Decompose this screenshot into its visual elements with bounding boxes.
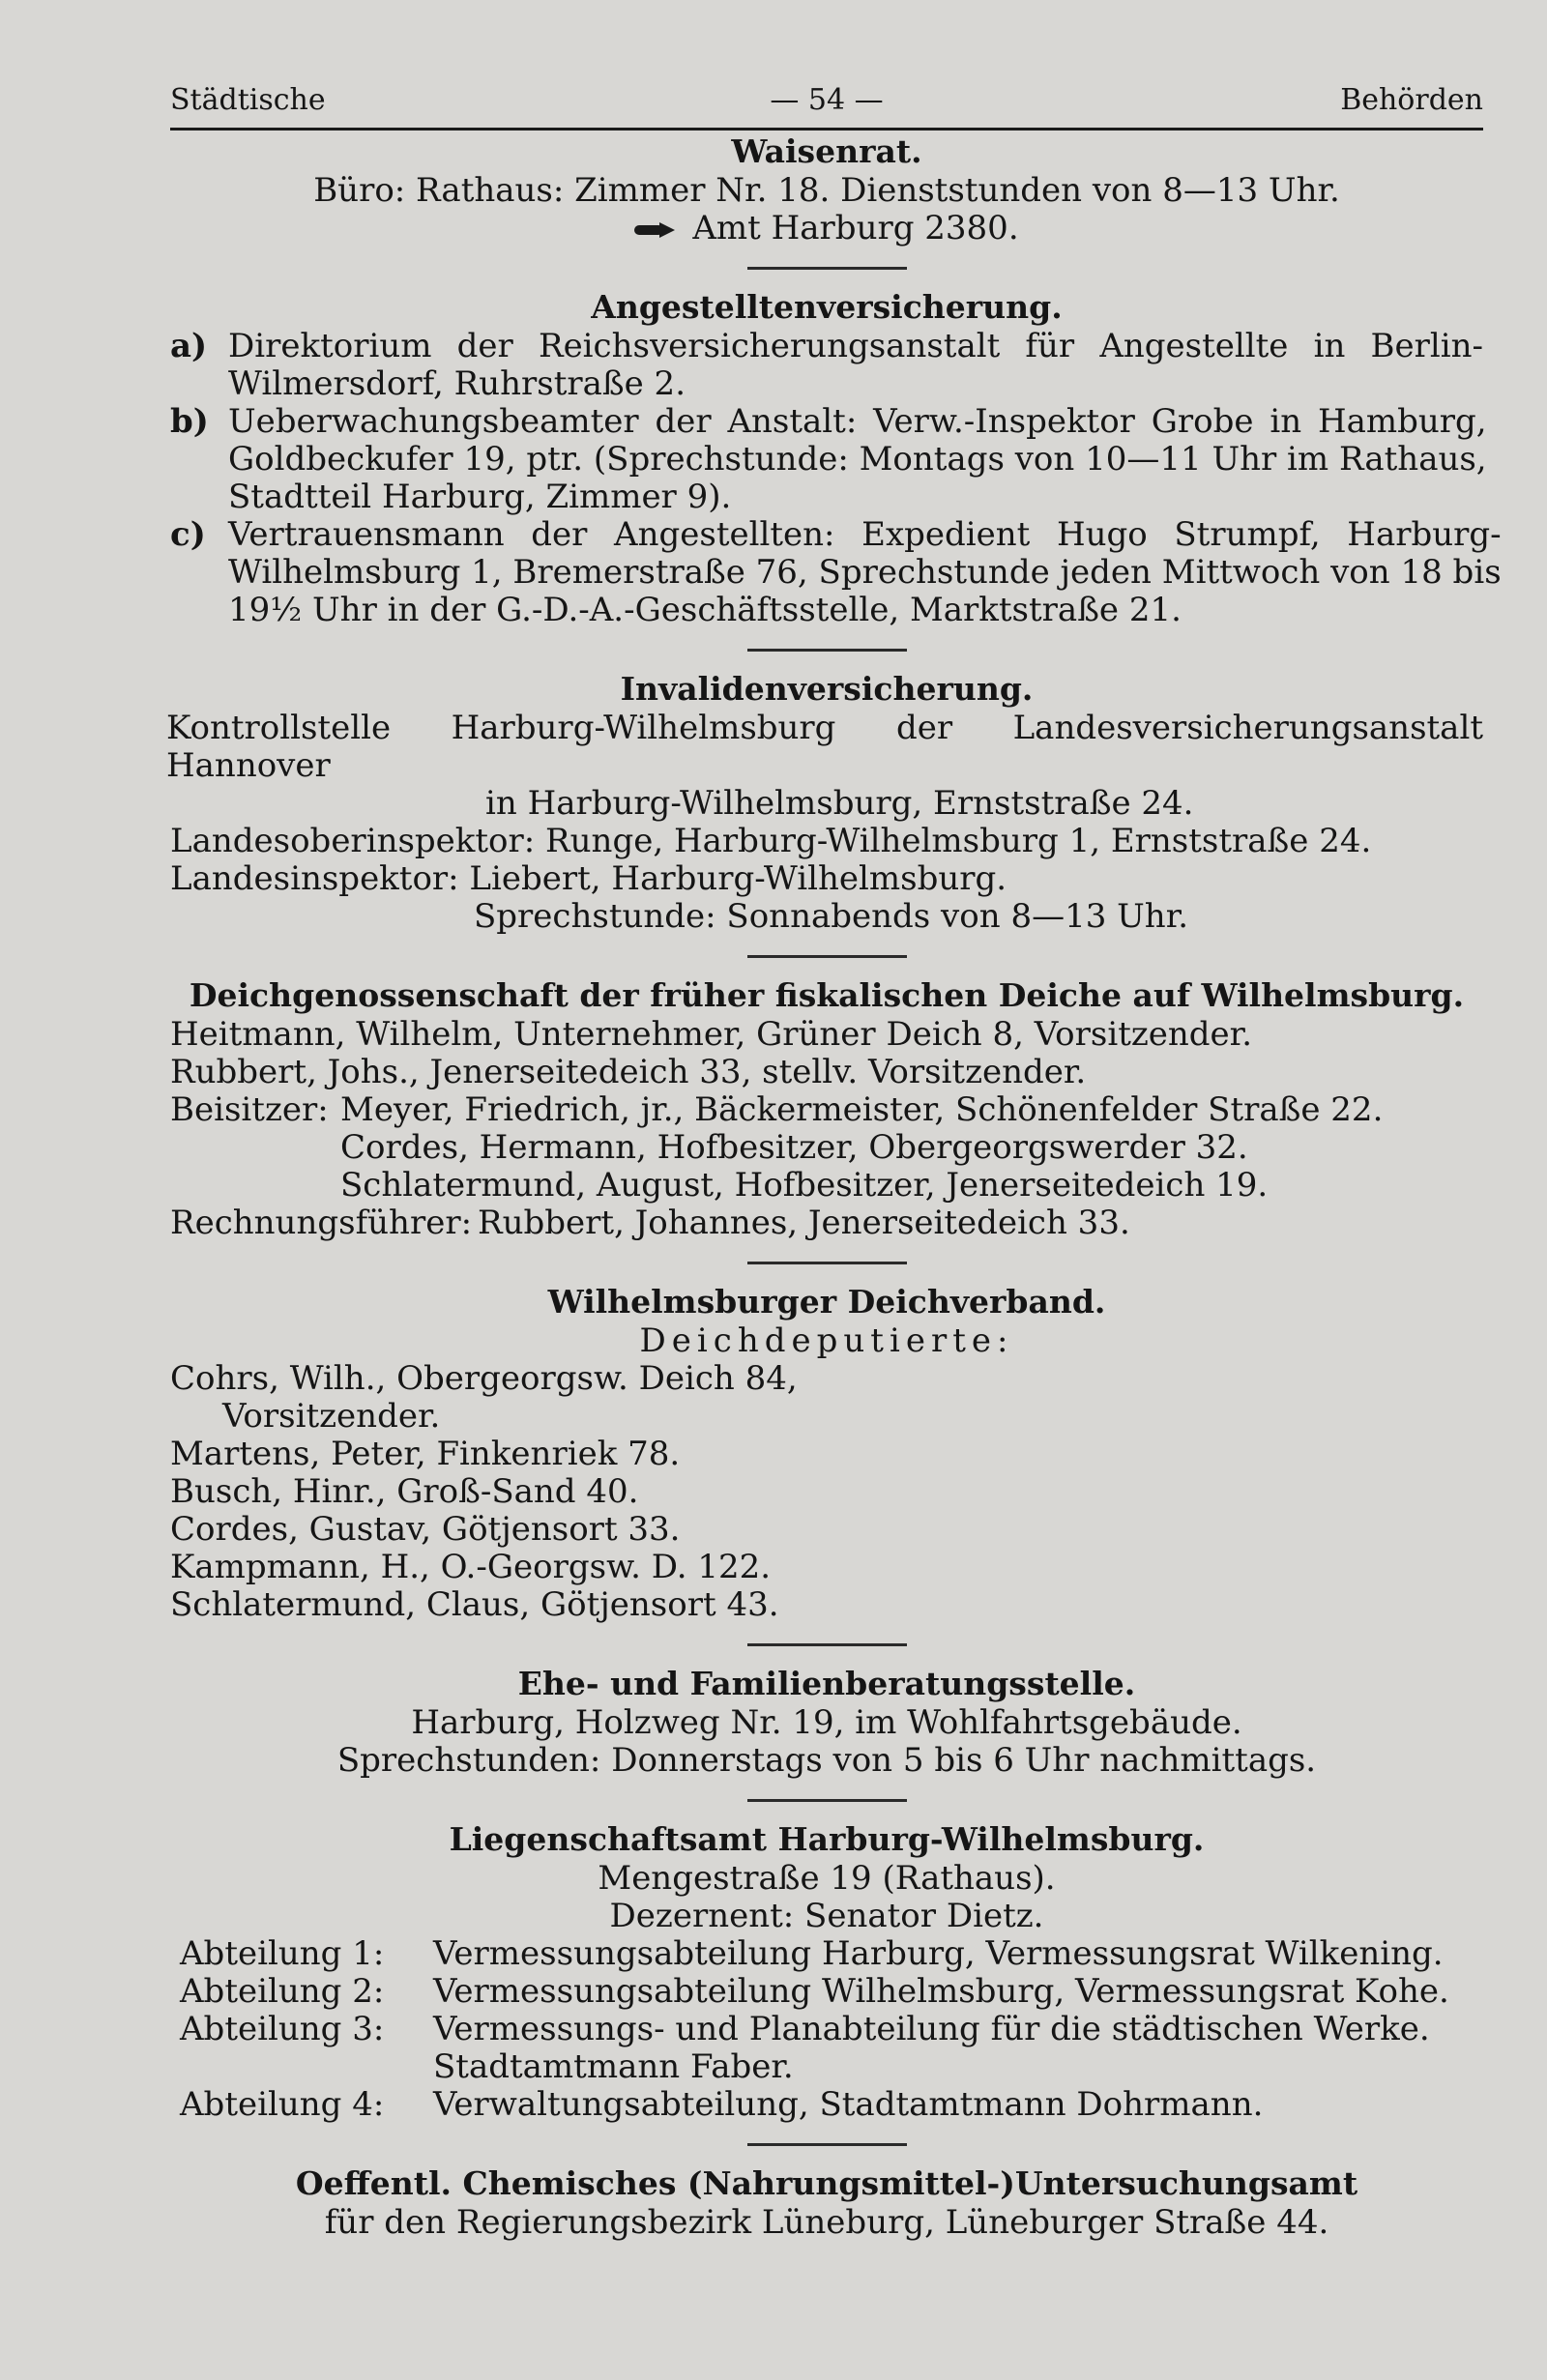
section-angestelltenversicherung <box>170 287 1502 629</box>
section-title: Deichgenossenschaft der früher fiskalischen Deiche auf Wilhelmsburg. <box>189 976 1465 1014</box>
section-deichgenossenschaft <box>170 975 1483 1242</box>
list-item <box>170 515 1502 629</box>
department-value: Stadtamtmann Faber. <box>433 2047 794 2086</box>
item-text: Vertrauensmann der Angestellten: Expedient Hugo Strumpf, Harburg- <box>228 515 1502 554</box>
text-line: Schlatermund, August, Hofbesitzer, Jenerseitedeich 19. <box>340 1166 1269 1205</box>
item-text: Wilhelmsburg 1, Bremerstraße 76, Sprechstunde jeden Mittwoch von 18 bis <box>228 553 1502 592</box>
subtitle: Deichdeputierte: <box>639 1321 1014 1360</box>
item-text: Stadtteil Harburg, Zimmer 9). <box>228 478 732 516</box>
text-line: Kampmann, H., O.-Georgsw. D. 122. <box>170 1548 772 1586</box>
text-line: Landesinspektor: Liebert, Harburg-Wilhelmsburg. <box>170 859 1007 898</box>
text-line: Dezernent: Senator Dietz. <box>609 1897 1044 1935</box>
item-label: b) <box>170 402 209 441</box>
department-row <box>170 2048 1483 2086</box>
department-row <box>170 2011 1483 2048</box>
section-invalidenversicherung <box>166 669 1483 936</box>
department-label: Abteilung 4: <box>180 2085 385 2124</box>
header-left: Städtische <box>170 83 326 117</box>
section-divider <box>747 1643 907 1646</box>
section-title: Ehe- und Familienberatungsstelle. <box>517 1665 1136 1702</box>
section-title: Liegenschaftsamt Harburg-Wilhelmsburg. <box>449 1820 1205 1858</box>
section-divider <box>747 1799 907 1802</box>
office-line: Büro: Rathaus: Zimmer Nr. 18. Dienststunden von 8—13 Uhr. <box>313 171 1340 210</box>
section-title: Angestelltenversicherung. <box>591 288 1063 326</box>
department-row <box>170 1935 1483 1973</box>
list-item <box>170 402 1487 516</box>
label: Rechnungsführer: <box>170 1204 473 1242</box>
text-line: Cohrs, Wilh., Obergeorgsw. Deich 84, <box>170 1359 798 1398</box>
text-line <box>170 1205 1483 1242</box>
list-item <box>170 328 1483 403</box>
text-line: Martens, Peter, Finkenriek 78. <box>170 1435 681 1473</box>
header-right: Behörden <box>1340 83 1483 117</box>
text-line: in Harburg-Wilhelmsburg, Ernststraße 24. <box>485 784 1194 823</box>
text-line: Schlatermund, Claus, Götjensort 43. <box>170 1585 779 1624</box>
section-divider <box>747 2143 907 2146</box>
department-label: Abteilung 3: <box>180 2010 385 2048</box>
text-line: Cordes, Gustav, Götjensort 33. <box>170 1510 681 1549</box>
value: Meyer, Friedrich, jr., Bäckermeister, Schönenfelder Straße 22. <box>340 1090 1384 1129</box>
department-row <box>170 2086 1483 2124</box>
department-row <box>170 1973 1483 2011</box>
section-title: Oeffentl. Chemisches (Nahrungsmittel-)Untersuchungsamt <box>295 2164 1358 2202</box>
item-text: Direktorium der Reichsversicherungsanstalt für Angestellte in Berlin- <box>228 327 1483 365</box>
item-label: c) <box>170 515 206 554</box>
text-line: Vorsitzender. <box>222 1397 441 1436</box>
text-line: Sprechstunden: Donnerstags von 5 bis 6 Uhr nachmittags. <box>336 1741 1317 1780</box>
label: Beisitzer: <box>170 1090 329 1129</box>
page-number: — 54 — <box>770 83 884 117</box>
text-line: Mengestraße 19 (Rathaus). <box>598 1859 1056 1898</box>
text-line <box>170 1091 1483 1129</box>
department-value: Vermessungsabteilung Harburg, Vermessungsrat Wilkening. <box>433 1934 1444 1973</box>
telephone-icon <box>634 222 677 238</box>
department-value: Vermessungs- und Planabteilung für die städtischen Werke. <box>433 2010 1430 2048</box>
value: Rubbert, Johannes, Jenerseitedeich 33. <box>478 1204 1130 1242</box>
section-title: Waisenrat. <box>731 132 922 170</box>
section-divider <box>747 1262 907 1264</box>
section-waisenrat <box>170 131 1483 247</box>
text-line: Cordes, Hermann, Hofbesitzer, Obergeorgswerder 32. <box>340 1128 1248 1167</box>
item-text: Goldbeckufer 19, ptr. (Sprechstunde: Montags von 10—11 Uhr im Rathaus, <box>228 440 1487 479</box>
text-line: Harburg, Holzweg Nr. 19, im Wohlfahrtsgebäude. <box>411 1703 1242 1742</box>
section-untersuchungsamt <box>170 2163 1483 2242</box>
phone-number: Amt Harburg 2380. <box>692 209 1019 247</box>
text-line: Kontrollstelle Harburg-Wilhelmsburg der Landesversicherungsanstalt Hannover <box>166 709 1483 785</box>
department-label: Abteilung 2: <box>180 1972 385 2011</box>
section-divider <box>747 955 907 958</box>
text-line: Busch, Hinr., Groß-Sand 40. <box>170 1472 639 1511</box>
text-line: für den Regierungsbezirk Lüneburg, Lüneburger Straße 44. <box>324 2203 1329 2242</box>
section-title: Invalidenversicherung. <box>620 670 1034 708</box>
department-label: Abteilung 1: <box>180 1934 385 1973</box>
section-title: Wilhelmsburger Deichverband. <box>547 1283 1106 1321</box>
section-deichverband <box>170 1282 1483 1624</box>
text-line: Landesoberinspektor: Runge, Harburg-Wilhelmsburg 1, Ernststraße 24. <box>170 822 1372 860</box>
item-text: Ueberwachungsbeamter der Anstalt: Verw.-Inspektor Grobe in Hamburg, <box>228 402 1487 441</box>
section-liegenschaftsamt <box>170 1819 1483 2124</box>
page-header <box>170 70 1483 128</box>
section-eheberatung <box>170 1664 1483 1780</box>
item-text: 19½ Uhr in der G.-D.-A.-Geschäftsstelle, Marktstraße 21. <box>228 591 1182 629</box>
item-label: a) <box>170 327 208 365</box>
header-rule <box>170 128 1483 131</box>
text-line: Heitmann, Wilhelm, Unternehmer, Grüner Deich 8, Vorsitzender. <box>170 1015 1252 1054</box>
department-value: Vermessungsabteilung Wilhelmsburg, Vermessungsrat Kohe. <box>433 1972 1449 2011</box>
department-value: Verwaltungsabteilung, Stadtamtmann Dohrmann. <box>433 2085 1264 2124</box>
text-line: Sprechstunde: Sonnabends von 8—13 Uhr. <box>474 897 1189 936</box>
section-divider <box>747 649 907 652</box>
section-divider <box>747 267 907 270</box>
item-text: Wilmersdorf, Ruhrstraße 2. <box>228 364 686 403</box>
text-line: Rubbert, Johs., Jenerseitedeich 33, stellv. Vorsitzender. <box>170 1053 1087 1091</box>
phone-line <box>170 210 1483 247</box>
